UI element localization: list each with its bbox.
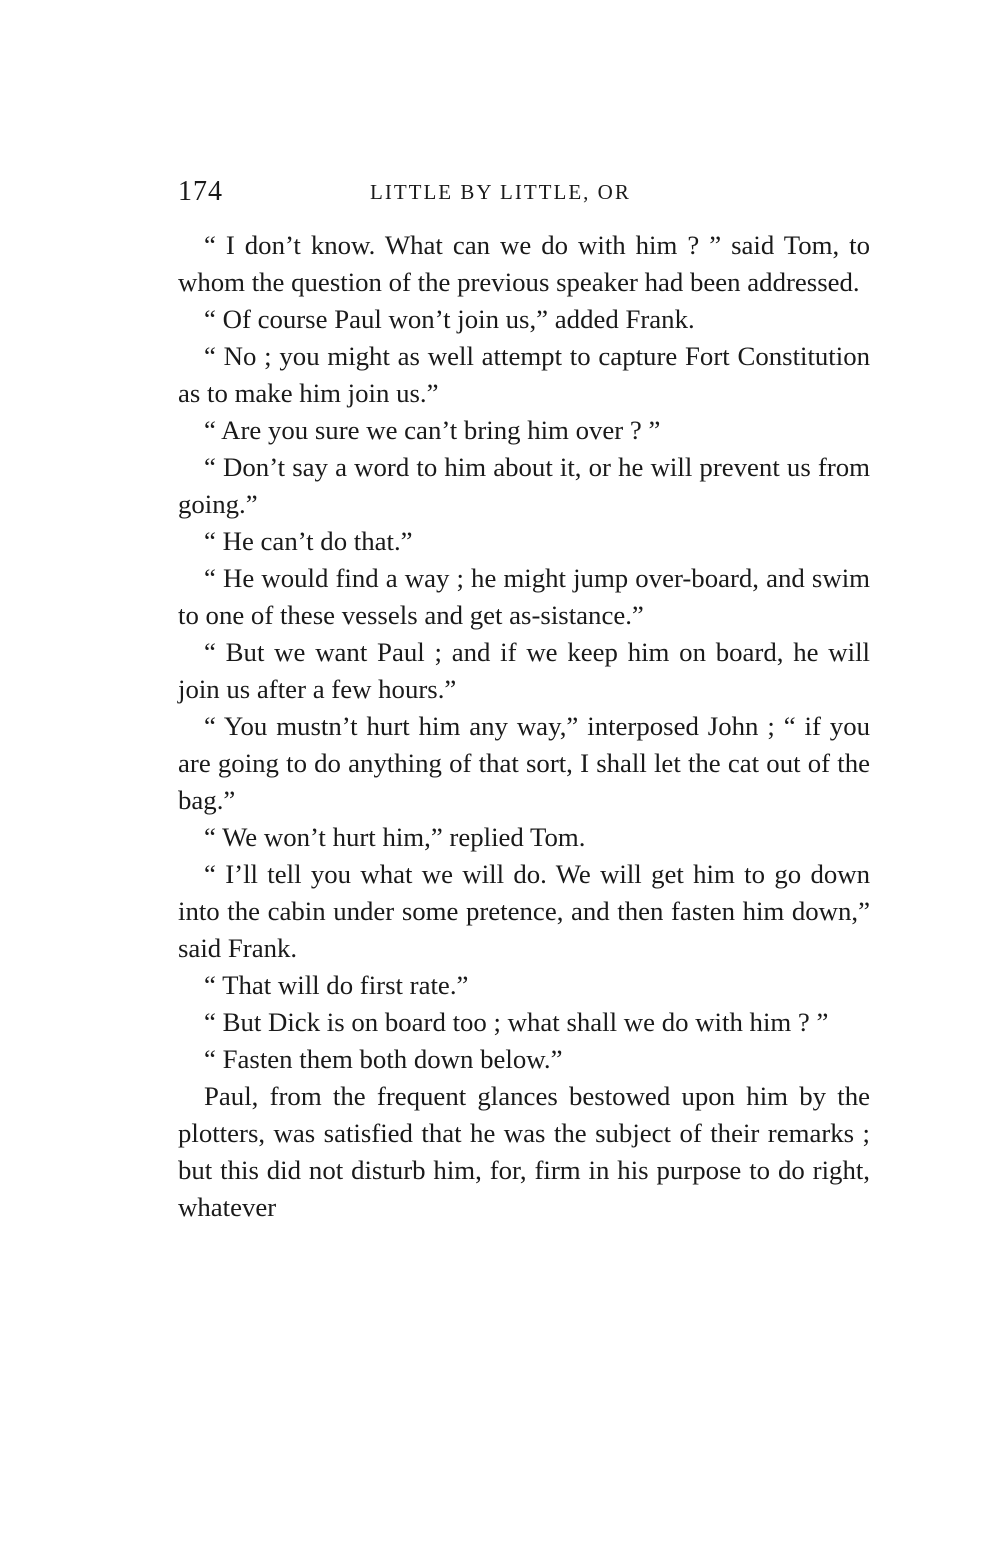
paragraph: “ No ; you might as well attempt to capture Fort Constitution as to make him join us.” [178, 341, 870, 408]
paragraph: “ We won’t hurt him,” replied Tom. [204, 822, 586, 852]
paragraph: “ But we want Paul ; and if we keep him on board, he will join us after a few hours.” [178, 637, 870, 704]
paragraph: Paul, from the frequent glances bestowed upon him by the plotters, was satisfied that he was the subject of their remarks ; but this did not disturb him, for, firm in his purpose to do right, whatever [178, 1081, 870, 1222]
paragraph: “ He can’t do that.” [204, 526, 413, 556]
page-header [178, 172, 870, 212]
paragraph: “ But Dick is on board too ; what shall we do with him ? ” [204, 1007, 829, 1037]
paragraph: “ Don’t say a word to him about it, or he will prevent us from going.” [178, 452, 870, 519]
page-number: 174 [178, 176, 223, 207]
paragraph: “ That will do first rate.” [204, 970, 469, 1000]
paragraph: “ I’ll tell you what we will do. We will get him to go down into the cabin under some pretence, and then fasten him down,” said Frank. [178, 859, 870, 963]
paragraph: “ Fasten them both down below.” [204, 1044, 563, 1074]
paragraph: “ I don’t know. What can we do with him ? ” said Tom, to whom the question of the previous speaker had been addressed. [178, 230, 870, 297]
paragraph: “ You mustn’t hurt him any way,” interposed John ; “ if you are going to do anything of that sort, I shall let the cat out of the bag.” [178, 711, 870, 815]
paragraph: “ He would find a way ; he might jump over-board, and swim to one of these vessels and get as-sistance.” [178, 563, 870, 630]
paragraph: “ Are you sure we can’t bring him over ? ” [204, 415, 661, 445]
running-title: LITTLE BY LITTLE, OR [370, 180, 631, 204]
body-text [178, 227, 870, 1226]
paragraph: “ Of course Paul won’t join us,” added Frank. [204, 304, 695, 334]
